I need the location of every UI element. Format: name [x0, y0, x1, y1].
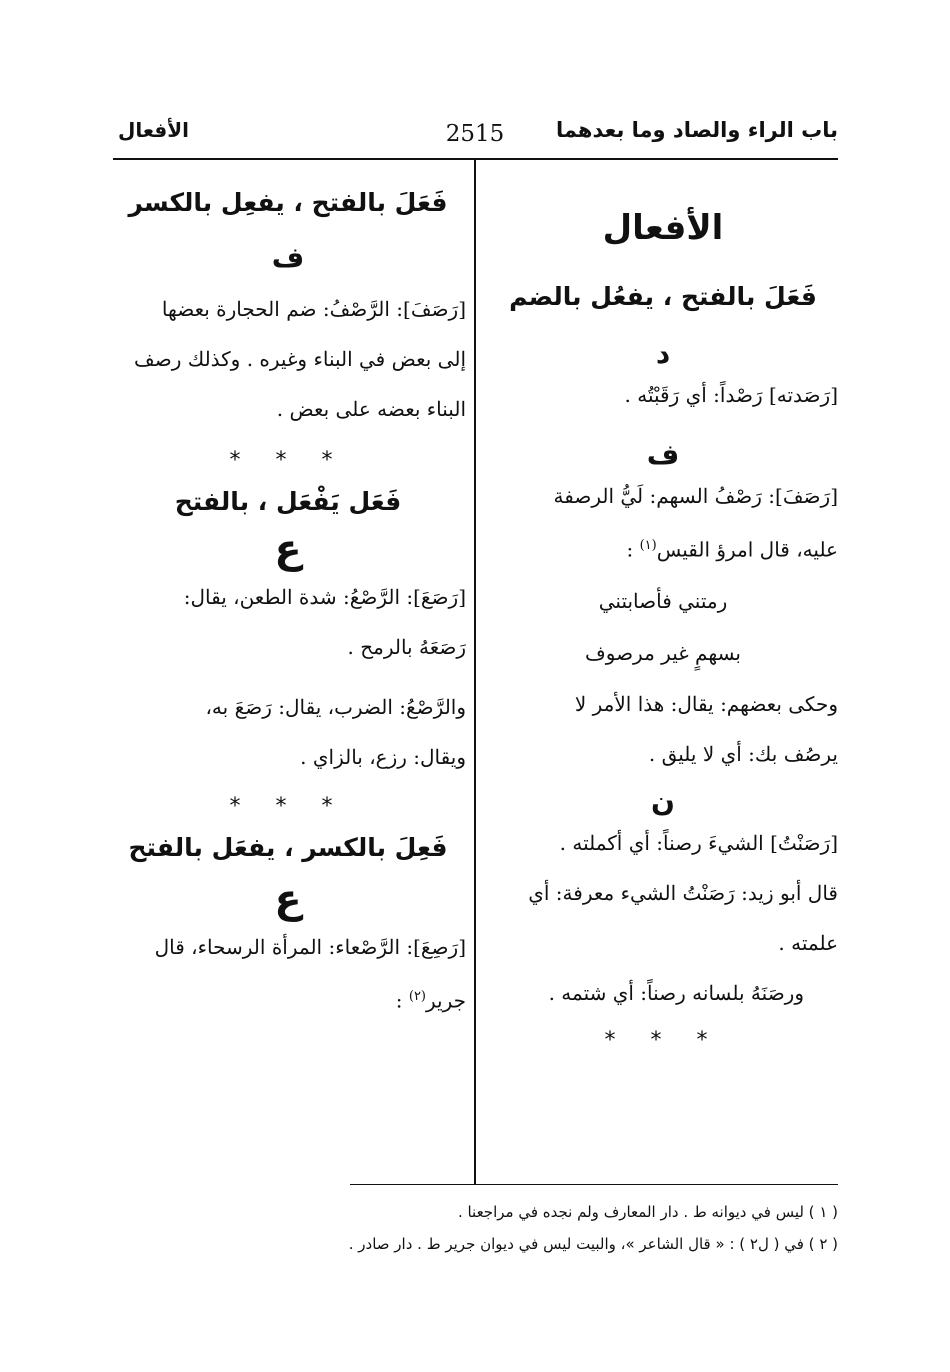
running-header-section: الأفعال [118, 118, 189, 142]
footnotes [118, 1196, 838, 1260]
footnote-ref: (٢) [408, 989, 426, 1004]
entry-rasa-line: ويقال: رزع، بالزاي . [300, 745, 466, 769]
root-letter-fa: ف [646, 438, 680, 471]
pattern-heading: فَعِلَ بالكسر ، يفعَل بالفتح [128, 833, 448, 862]
entry-rasan-line: علمته . [778, 930, 838, 955]
verse-line: بسهمٍ غير مرصوف [585, 640, 741, 665]
colon: : [395, 988, 403, 1013]
entry-rasia-line: [رَصِعَ]: الرَّصْعاء: المرأة الرسحاء، قال [154, 935, 466, 959]
right-column [488, 170, 838, 1053]
root-letter-ayn: ع [274, 526, 302, 572]
entry-rasaf-line: يرصُف بك: أي لا يليق . [648, 741, 838, 766]
root-letter-nun: ن [651, 784, 675, 818]
entry-rasaf-line: وحكى بعضهم: يقال: هذا الأمر لا [574, 691, 838, 716]
entry-rasaf-line: إلى بعض في البناء وغيره . وكذلك رصف [134, 347, 466, 371]
page-number: 2515 [445, 121, 505, 147]
footnote-ref: (١) [639, 538, 657, 553]
pattern-heading: فَعَل يَفْعَل ، بالفتح [174, 487, 402, 516]
footnote-rule [350, 1184, 838, 1185]
left-column [110, 170, 466, 1026]
entry-text: جرير [426, 988, 466, 1013]
entry-rasaf-line: [رَصَفَ]: رَصْفُ السهم: لَيُّ الرصفة [553, 484, 838, 508]
entry-rasa-line: والرَّصْعُ: الضرب، يقال: رَصَعَ به، [205, 695, 466, 719]
entry-rasaf-line: البناء بعضه على بعض . [276, 397, 466, 421]
entry-rasa-line: [رَصَعَ]: الرَّصْعُ: شدة الطعن، يقال: [183, 585, 466, 609]
section-separator: * * * [229, 794, 347, 819]
section-title: الأفعال [602, 208, 724, 248]
colon: : [626, 537, 634, 562]
entry-rasan-line: ورصَنَهُ بلسانه رصناً: أي شتمه . [548, 980, 804, 1005]
entry-text: عليه، قال امرؤ القيس [656, 537, 838, 562]
entry-rasan-line: [رَصَنْتُ] الشيءَ رصناً: أي أكملته . [559, 830, 838, 855]
entry-rasaf-line: [رَصَفَ]: الرَّصْفُ: ضم الحجارة بعضها [161, 297, 466, 321]
footnote: ( ٢ ) في ( ل٢ ) : « قال الشاعر »، والبيت ليس في ديوان جرير ط . دار صادر . [348, 1235, 838, 1253]
pattern-heading: فَعَلَ بالفتح ، يفعُل بالضم [509, 282, 817, 311]
root-letter-dal: د [655, 337, 671, 370]
entry-rasan-line: قال أبو زيد: رَصَنْتُ الشيء معرفة: أي [528, 880, 838, 905]
verse-line: رمتني فأصابتني [598, 588, 728, 613]
root-letter-fa: ف [271, 241, 305, 274]
pattern-heading: فَعَلَ بالفتح ، يفعِل بالكسر [128, 188, 448, 217]
section-separator: * * * [229, 448, 347, 473]
column-divider [474, 160, 476, 1185]
root-letter-ayn: ع [274, 876, 302, 922]
section-separator: * * * [604, 1027, 722, 1053]
running-header-chapter: باب الراء والصاد وما بعدهما [555, 118, 838, 142]
entry-rasia-line [110, 972, 466, 1026]
entry-rasa-line: رَصَعَهُ بالرمح . [347, 635, 466, 659]
entry-rasaf-line [488, 521, 838, 575]
footnote: ( ١ ) ليس في ديوانه ط . دار المعارف ولم نجده في مراجعنا . [457, 1203, 838, 1221]
entry-rasad: [رَصَدته] رَصْداً: أي رَقَبْتُه . [624, 383, 838, 407]
